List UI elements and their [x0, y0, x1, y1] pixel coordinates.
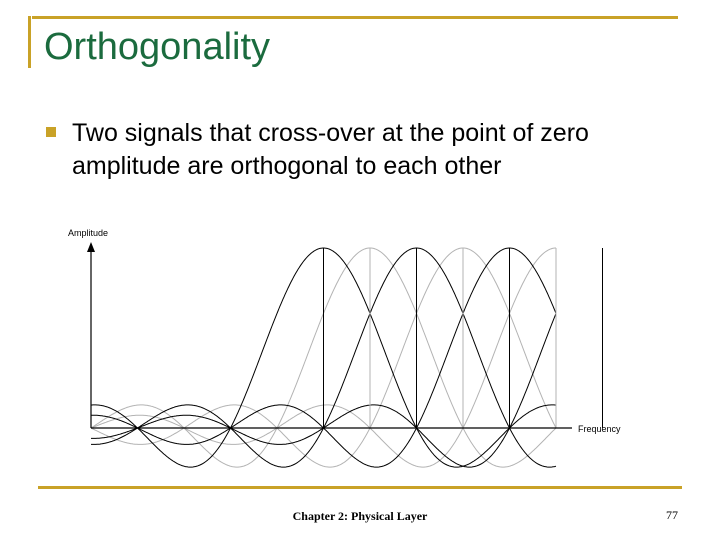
y-axis-arrow: [87, 242, 95, 252]
y-axis-label: Amplitude: [68, 228, 109, 238]
footer-chapter: Chapter 2: Physical Layer: [292, 509, 428, 523]
x-axis-label: Frequency: [578, 424, 621, 434]
peak-markers: [324, 248, 603, 428]
bullet-text: Two signals that cross-over at the point of zero amplitude are orthogonal to each other: [72, 119, 589, 180]
slide-title: Orthogonality: [44, 26, 271, 68]
page-number: 77: [666, 508, 678, 522]
